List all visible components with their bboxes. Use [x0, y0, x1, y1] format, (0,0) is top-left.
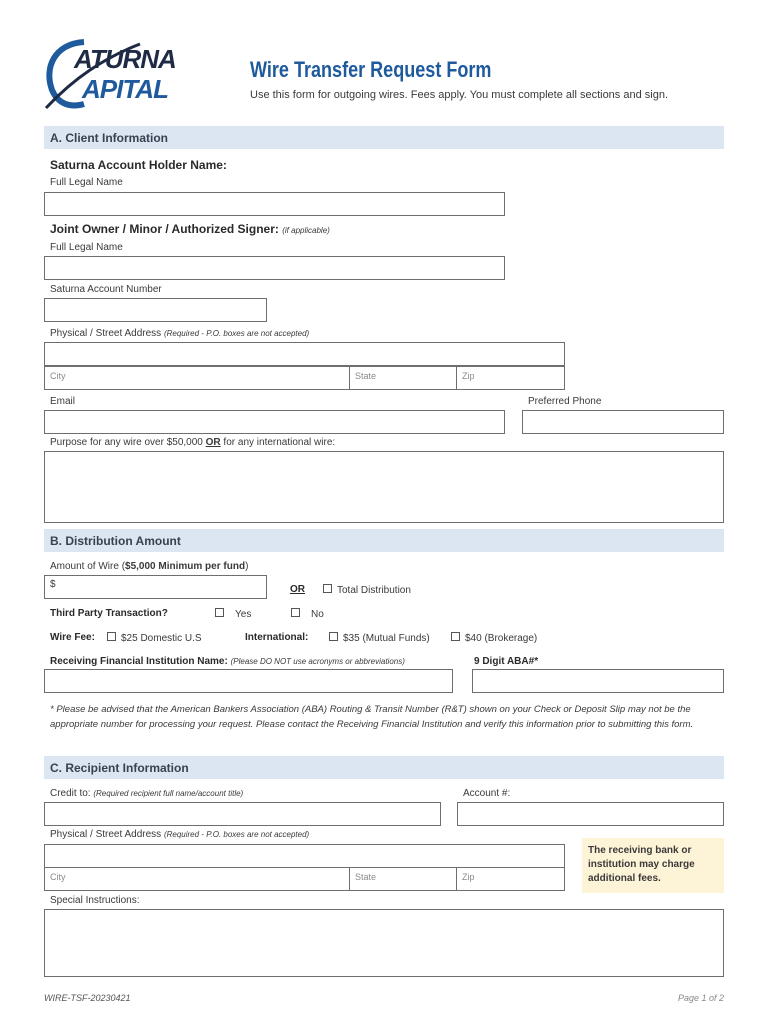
page-subtitle: Use this form for outgoing wires. Fees apply. You must complete all sections and sign.	[250, 89, 669, 101]
fee-brokerage-checkbox[interactable]	[451, 632, 537, 644]
fee-notice-text: The receiving bank or institution may charge additional fees.	[588, 845, 695, 884]
city-hint: City	[50, 371, 66, 381]
third-party-yes-checkbox[interactable]	[215, 608, 251, 620]
purpose-label-pre: Purpose for any wire over $50,000	[50, 437, 206, 448]
section-a-header: A. Client Information	[44, 126, 724, 149]
purpose-label	[50, 437, 335, 448]
joint-label-text: Joint Owner / Minor / Authorized Signer:	[50, 222, 279, 236]
email-label: Email	[50, 396, 76, 407]
total-distribution-checkbox[interactable]	[323, 584, 411, 596]
address-note: (Required - P.O. boxes are not accepted)	[163, 329, 310, 338]
total-distribution-label: Total Distribution	[337, 585, 411, 596]
recipient-state-hint: State	[355, 872, 377, 882]
account-number-label: Saturna Account Number	[50, 284, 162, 295]
fee-mutual-checkbox[interactable]	[329, 632, 430, 644]
checkbox-icon	[451, 632, 460, 641]
zip-input[interactable]	[456, 366, 565, 390]
recipient-account-input[interactable]	[457, 802, 724, 826]
institution-name-input[interactable]	[44, 669, 453, 693]
city-input[interactable]	[44, 366, 350, 390]
form-code: WIRE-TSF-20230421	[44, 993, 131, 1003]
fee-notice	[582, 838, 724, 893]
recipient-state-input[interactable]	[349, 867, 457, 891]
holder-label: Saturna Account Holder Name:	[50, 158, 227, 172]
fee-brokerage-label: $40 (Brokerage)	[465, 633, 538, 644]
logo-text-bottom: APITAL	[82, 74, 168, 104]
checkbox-icon	[107, 632, 116, 641]
institution-label-text: Receiving Financial Institution Name:	[50, 656, 228, 667]
special-instructions-label: Special Instructions:	[50, 895, 140, 906]
recipient-city-hint: City	[50, 872, 66, 882]
section-b-header: B. Distribution Amount	[44, 529, 724, 552]
checkbox-icon	[215, 608, 224, 617]
holder-name-input[interactable]	[44, 192, 505, 216]
aba-input[interactable]	[472, 669, 724, 693]
phone-input[interactable]	[522, 410, 724, 434]
address-label-text: Physical / Street Address	[50, 328, 162, 339]
page-number: Page 1 of 2	[677, 993, 724, 1003]
checkbox-icon	[323, 584, 332, 593]
amount-label-post: )	[245, 561, 249, 572]
credit-note: (Required recipient full name/account title)	[93, 789, 244, 798]
account-number-input[interactable]	[44, 298, 267, 322]
recipient-address-note: (Required - P.O. boxes are not accepted)	[163, 830, 310, 839]
credit-label-text: Credit to:	[50, 788, 91, 799]
or-label: OR	[290, 584, 305, 595]
credit-label	[50, 788, 243, 799]
state-hint: State	[355, 371, 377, 381]
no-label: No	[311, 609, 324, 620]
joint-note: (if applicable)	[282, 226, 330, 235]
fee-mutual-label: $35 (Mutual Funds)	[343, 633, 430, 644]
international-label: International:	[245, 632, 309, 643]
address-label	[50, 328, 309, 339]
aba-disclaimer: * Please be advised that the American Bankers Association (ABA) Routing & Transit Number (R&T) shown on your Check or Deposit Slip may not be the appropriate number for processing your request. Please contact the Receiving Financial Institution and verify this information prior to submitting this form.	[50, 704, 694, 730]
special-instructions-textarea[interactable]	[44, 909, 724, 977]
institution-note: (Please DO NOT use acronyms or abbreviations)	[230, 657, 405, 666]
checkbox-icon	[291, 608, 300, 617]
email-input[interactable]	[44, 410, 505, 434]
section-c-header: C. Recipient Information	[44, 756, 724, 779]
state-input[interactable]	[349, 366, 457, 390]
amount-input[interactable]	[44, 575, 267, 599]
amount-prefix: $	[50, 579, 56, 590]
phone-label: Preferred Phone	[528, 396, 602, 407]
aba-label: 9 Digit ABA#*	[474, 656, 539, 667]
third-party-label: Third Party Transaction?	[50, 608, 168, 619]
amount-label-bold: $5,000 Minimum per fund	[125, 561, 246, 572]
amount-label-pre: Amount of Wire (	[50, 561, 126, 572]
joint-name-input[interactable]	[44, 256, 505, 280]
fee-domestic-label: $25 Domestic U.S	[121, 633, 202, 644]
joint-label	[50, 222, 330, 236]
recipient-street-input[interactable]	[44, 844, 565, 868]
holder-sublabel: Full Legal Name	[50, 177, 123, 188]
purpose-label-post: for any international wire:	[220, 437, 336, 448]
wire-fee-label: Wire Fee:	[50, 632, 95, 643]
page-title: Wire Transfer Request Form	[250, 57, 492, 82]
purpose-textarea[interactable]	[44, 451, 724, 523]
checkbox-icon	[329, 632, 338, 641]
fee-domestic-checkbox[interactable]	[107, 632, 202, 644]
institution-label	[50, 656, 405, 667]
recipient-account-label: Account #:	[463, 788, 511, 799]
recipient-zip-hint: Zip	[462, 872, 475, 882]
credit-to-input[interactable]	[44, 802, 441, 826]
logo-text-top: ATURNA	[74, 44, 176, 74]
recipient-address-label	[50, 829, 309, 840]
recipient-address-label-text: Physical / Street Address	[50, 829, 162, 840]
joint-sublabel: Full Legal Name	[50, 242, 123, 253]
recipient-city-input[interactable]	[44, 867, 350, 891]
third-party-no-checkbox[interactable]	[291, 608, 324, 620]
street-address-input[interactable]	[44, 342, 565, 366]
recipient-zip-input[interactable]	[456, 867, 565, 891]
logo	[44, 38, 184, 110]
yes-label: Yes	[235, 609, 252, 620]
purpose-label-or: OR	[205, 437, 221, 448]
zip-hint: Zip	[462, 371, 475, 381]
amount-label	[50, 561, 248, 572]
